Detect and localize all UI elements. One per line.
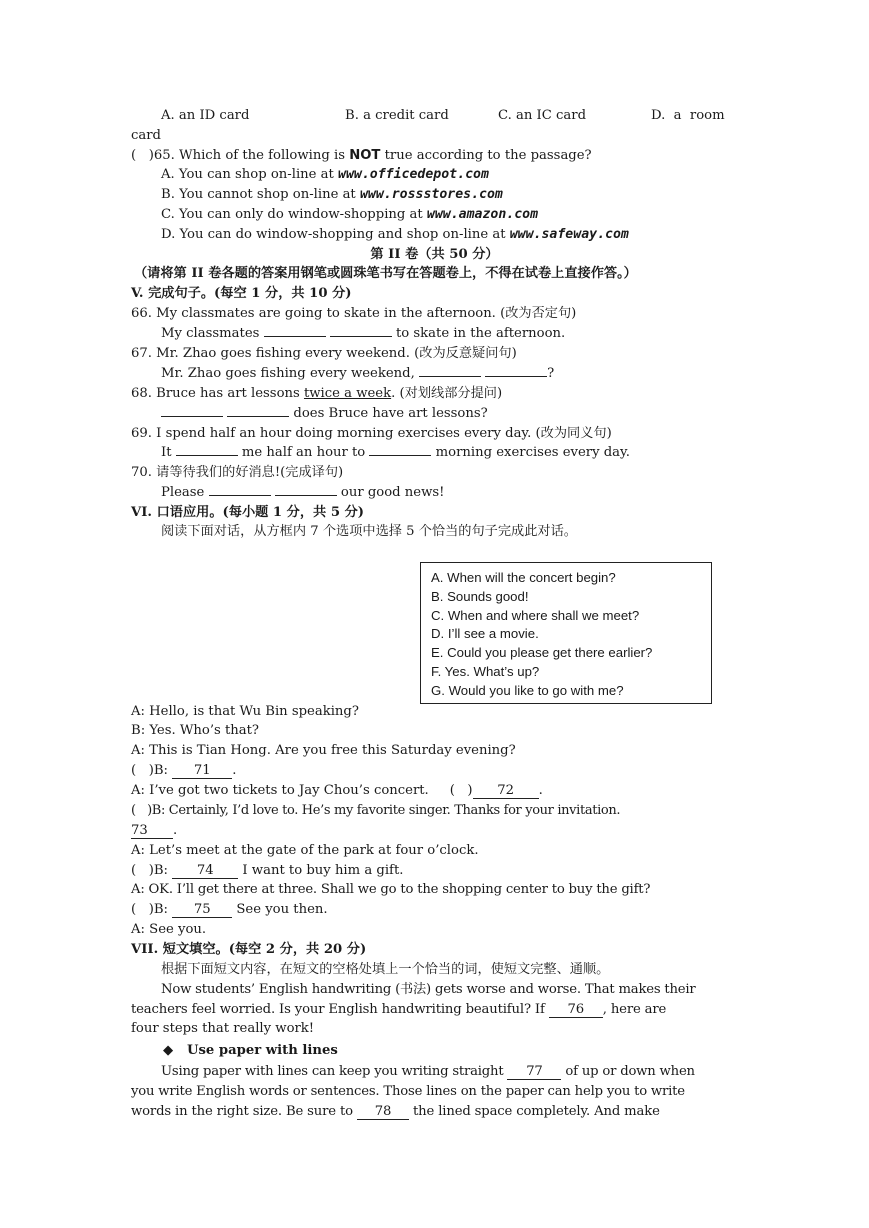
subheading-1-text: Use paper with lines <box>186 1043 338 1058</box>
q65-option-a-text: A. You can shop on-line at <box>161 167 339 182</box>
dialogue-line-9-prefix: ( )B: <box>131 863 173 878</box>
section6-heading: VI. 口语应用。(每小题 1 分，共 5 分) <box>131 505 365 520</box>
section7-heading: VII. 短文填空。(每空 2 分，共 20 分) <box>131 942 367 957</box>
q68-text-b: . (对划线部分提问) <box>391 386 503 401</box>
section6-instruction: 阅读下面对话，从方框内 7 个选项中选择 5 个恰当的句子完成此对话。 <box>161 524 577 539</box>
q69-text-b: me half an hour to <box>237 445 370 460</box>
q64-option-d: D. a room <box>651 108 725 123</box>
option-f: F. Yes. What’s up? <box>431 663 540 679</box>
q66-text-b: to skate in the afternoon. <box>391 326 566 341</box>
passage-line-6-text-a: words in the right size. Be sure to <box>131 1104 357 1119</box>
q70-blank-2 <box>275 483 337 496</box>
q64-option-a: A. an ID card <box>161 108 250 123</box>
dialogue-line-8: A: Let’s meet at the gate of the park at four o’clock. <box>131 843 479 858</box>
blank-73: 73 <box>131 824 173 839</box>
dialogue-line-5 <box>131 781 543 800</box>
option-b: B. Sounds good! <box>431 588 529 604</box>
dialogue-line-11-prefix: ( )B: <box>131 902 173 917</box>
q70-blank-1 <box>209 483 271 496</box>
option-e: E. Could you please get there earlier? <box>431 645 653 661</box>
passage-line-4 <box>161 1062 695 1081</box>
subheading-1 <box>163 1041 338 1060</box>
q68-text-a: 68. Bruce has art lessons <box>131 386 304 401</box>
blank-75: 75 <box>172 903 232 918</box>
q64-option-b: B. a credit card <box>345 108 449 123</box>
q65-option-b <box>161 185 503 204</box>
blank-71: 71 <box>172 764 232 779</box>
option-g: G. Would you like to go with me? <box>431 682 624 698</box>
passage-line-2 <box>131 1000 666 1019</box>
q66-text-a: My classmates <box>161 326 264 341</box>
option-a: A. When will the concert begin? <box>431 570 616 585</box>
q66-blank-1 <box>264 324 326 337</box>
section7-instruction: 根据下面短文内容，在短文的空格处填上一个恰当的词，使短文完整、通顺。 <box>161 962 610 977</box>
q65-option-d-url: www.safeway.com <box>509 227 629 242</box>
passage-line-6 <box>131 1102 660 1121</box>
q67-blank-2 <box>485 364 547 377</box>
q69-line2 <box>161 443 630 462</box>
section5-heading: V. 完成句子。(每空 1 分，共 10 分) <box>131 286 352 301</box>
q68-line1 <box>131 384 502 403</box>
options-box <box>420 562 712 704</box>
q65-option-d-text: D. You can do window-shopping and shop on-line at <box>161 227 510 242</box>
dialogue-line-3: A: This is Tian Hong. Are you free this Saturday evening? <box>131 743 516 758</box>
passage-line-1: Now students’ English handwriting (书法) gets worse and worse. That makes their <box>161 982 696 997</box>
q67-blank-1 <box>419 364 481 377</box>
passage-line-6-text-b: the lined space completely. And make <box>408 1104 660 1119</box>
q68-blank-1 <box>161 404 223 417</box>
q67-text-a: Mr. Zhao goes fishing every weekend, <box>161 366 419 381</box>
q67-line1: 67. Mr. Zhao goes fishing every weekend. (改为反意疑问句) <box>131 346 517 361</box>
blank-78: 78 <box>357 1105 409 1120</box>
blank-74: 74 <box>172 864 238 879</box>
q66-line2 <box>161 324 565 343</box>
passage-line-2-text-a: teachers feel worried. Is your English handwriting beautiful? If <box>131 1002 549 1017</box>
passage-line-5: you write English words or sentences. Those lines on the paper can help you to write <box>131 1084 685 1099</box>
q70-line2 <box>161 483 444 502</box>
dialogue-line-4 <box>131 761 236 780</box>
dialogue-line-9 <box>131 861 403 880</box>
q65-stem <box>131 146 592 165</box>
q64-option-c: C. an IC card <box>498 108 587 123</box>
q69-line1: 69. I spend half an hour doing morning exercises every day. (改为同义句) <box>131 426 612 441</box>
dialogue-line-1: A: Hello, is that Wu Bin speaking? <box>131 704 359 719</box>
q65-option-a-url: www.officedepot.com <box>338 167 489 182</box>
diamond-bullet-icon: ◆ <box>163 1043 174 1058</box>
q65-option-c-text: C. You can only do window-shopping at <box>161 207 427 222</box>
dialogue-line-5-end: . <box>538 783 543 798</box>
dialogue-line-2: B: Yes. Who’s that? <box>131 723 260 738</box>
q65-option-a <box>161 165 489 184</box>
blank-77: 77 <box>507 1065 561 1080</box>
q70-text-a: Please <box>161 485 209 500</box>
option-d: D. I’ll see a movie. <box>431 626 539 642</box>
passage-line-4-text-a: Using paper with lines can keep you writing straight <box>161 1064 508 1079</box>
dialogue-line-11-text: See you then. <box>232 902 328 917</box>
dialogue-line-6: ( )B: Certainly, I’d love to. He’s my favorite singer. Thanks for your invitation. <box>131 803 621 818</box>
q64-option-d-continued: card <box>131 128 161 143</box>
q68-line2 <box>161 404 488 423</box>
dialogue-line-11 <box>131 900 328 919</box>
q65-option-c-url: www.amazon.com <box>426 207 539 222</box>
dialogue-line-4-end: . <box>232 763 237 778</box>
q65-stem-pre: ( )65. Which of the following is <box>131 148 350 163</box>
q69-blank-2 <box>369 443 431 456</box>
q65-option-c <box>161 205 538 224</box>
dialogue-line-5-text: A: I’ve got two tickets to Jay Chou’s concert. ( ) <box>131 783 473 798</box>
q69-text-a: It <box>161 445 176 460</box>
q66-blank-2 <box>330 324 392 337</box>
part2-note: （请将第 II 卷各题的答案用钢笔或圆珠笔书写在答题卷上，不得在试卷上直接作答。） <box>134 266 637 281</box>
dialogue-line-7-end: . <box>173 823 178 838</box>
q69-text-c: morning exercises every day. <box>431 445 630 460</box>
q68-underlined: twice a week <box>303 386 392 401</box>
q65-not: NOT <box>349 148 381 163</box>
q69-blank-1 <box>176 443 238 456</box>
q66-line1: 66. My classmates are going to skate in the afternoon. (改为否定句) <box>131 306 577 321</box>
q65-stem-post: true according to the passage? <box>380 148 592 163</box>
dialogue-line-7 <box>131 821 177 840</box>
dialogue-line-9-text: I want to buy him a gift. <box>238 863 404 878</box>
q65-option-b-url: www.rossstores.com <box>359 187 503 202</box>
blank-76: 76 <box>549 1003 603 1018</box>
blank-72: 72 <box>473 784 539 799</box>
dialogue-line-10: A: OK. I’ll get there at three. Shall we go to the shopping center to buy the gift? <box>131 882 651 897</box>
q68-text-c: does Bruce have art lessons? <box>289 406 488 421</box>
passage-line-2-text-b: , here are <box>602 1002 667 1017</box>
q65-option-d <box>161 225 629 244</box>
q67-line2 <box>161 364 554 383</box>
q70-line1: 70. 请等待我们的好消息!(完成译句) <box>131 465 344 480</box>
dialogue-line-4-prefix: ( )B: <box>131 763 173 778</box>
passage-line-3: four steps that really work! <box>131 1021 315 1036</box>
q70-text-b: our good news! <box>336 485 445 500</box>
passage-line-4-text-b: of up or down when <box>561 1064 695 1079</box>
q67-text-b: ? <box>547 366 555 381</box>
option-c: C. When and where shall we meet? <box>431 607 640 623</box>
dialogue-line-12: A: See you. <box>131 922 207 937</box>
q65-option-b-text: B. You cannot shop on-line at <box>161 187 360 202</box>
part2-title: 第 II 卷（共 50 分） <box>370 247 499 262</box>
q68-blank-2 <box>227 404 289 417</box>
